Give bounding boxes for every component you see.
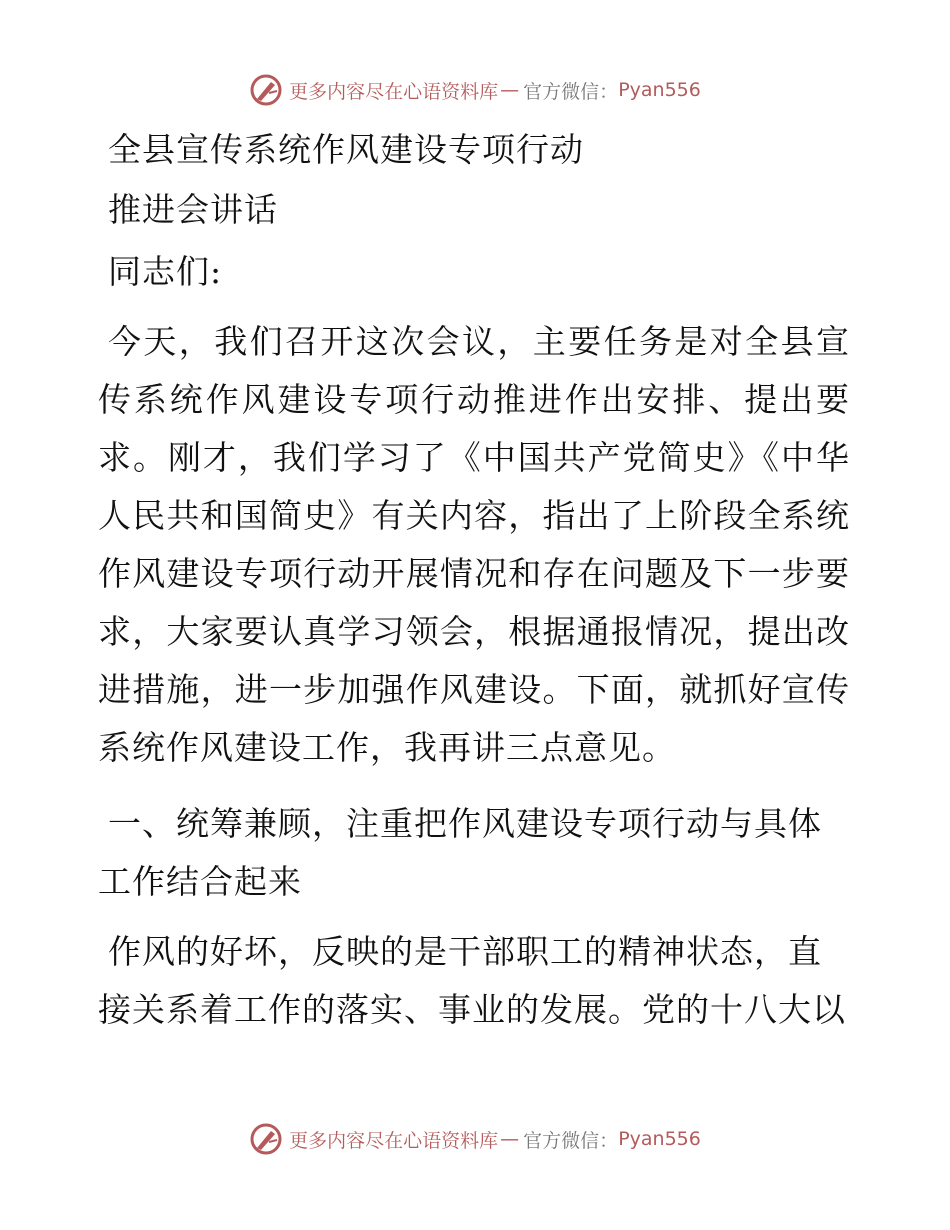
paragraph-intro: 今天，我们召开这次会议，主要任务是对全县宣传系统作风建设专项行动推进作出安排、提出要求。刚才，我们学习了《中国共产党简史》《中华人民共和国简史》有关内容，指出了上阶段全系统作风建设专项行动开展情况和存在问题及下一步要求，大家要认真学习领会，根据通报情况，提出改进措施，进一步加强作风建设。下面，就抓好宣传系统作风建设工作，我再讲三点意见。 (98, 322, 850, 767)
watermark-text: 更多内容尽在心语资料库 (289, 80, 499, 103)
watermark-wechat-id: Pyan556 (618, 1128, 701, 1150)
document-title-line2: 推进会讲话 (108, 190, 278, 229)
paragraph-section1: 作风的好坏，反映的是干部职工的精神状态，直接关系着工作的落实、事业的发展。党的十八大以 (98, 932, 846, 1029)
watermark-label: 官方微信： (523, 80, 619, 103)
salutation: 同志们: (108, 252, 223, 291)
header-watermark (0, 70, 950, 110)
watermark-separator: — (500, 79, 520, 101)
document-title-line1: 全县宣传系统作风建设专项行动 (108, 130, 584, 169)
watermark-wechat-id: Pyan556 (618, 79, 701, 101)
watermark-text: 更多内容尽在心语资料库 (289, 1129, 499, 1152)
quill-logo-icon (249, 73, 283, 107)
footer-watermark (0, 1119, 950, 1159)
watermark-separator: — (500, 1128, 520, 1150)
quill-logo-icon (249, 1122, 283, 1156)
section-heading-1: 一、统筹兼顾，注重把作风建设专项行动与具体工作结合起来 (98, 804, 822, 901)
document-body (98, 121, 850, 1039)
watermark-label: 官方微信： (523, 1129, 619, 1152)
